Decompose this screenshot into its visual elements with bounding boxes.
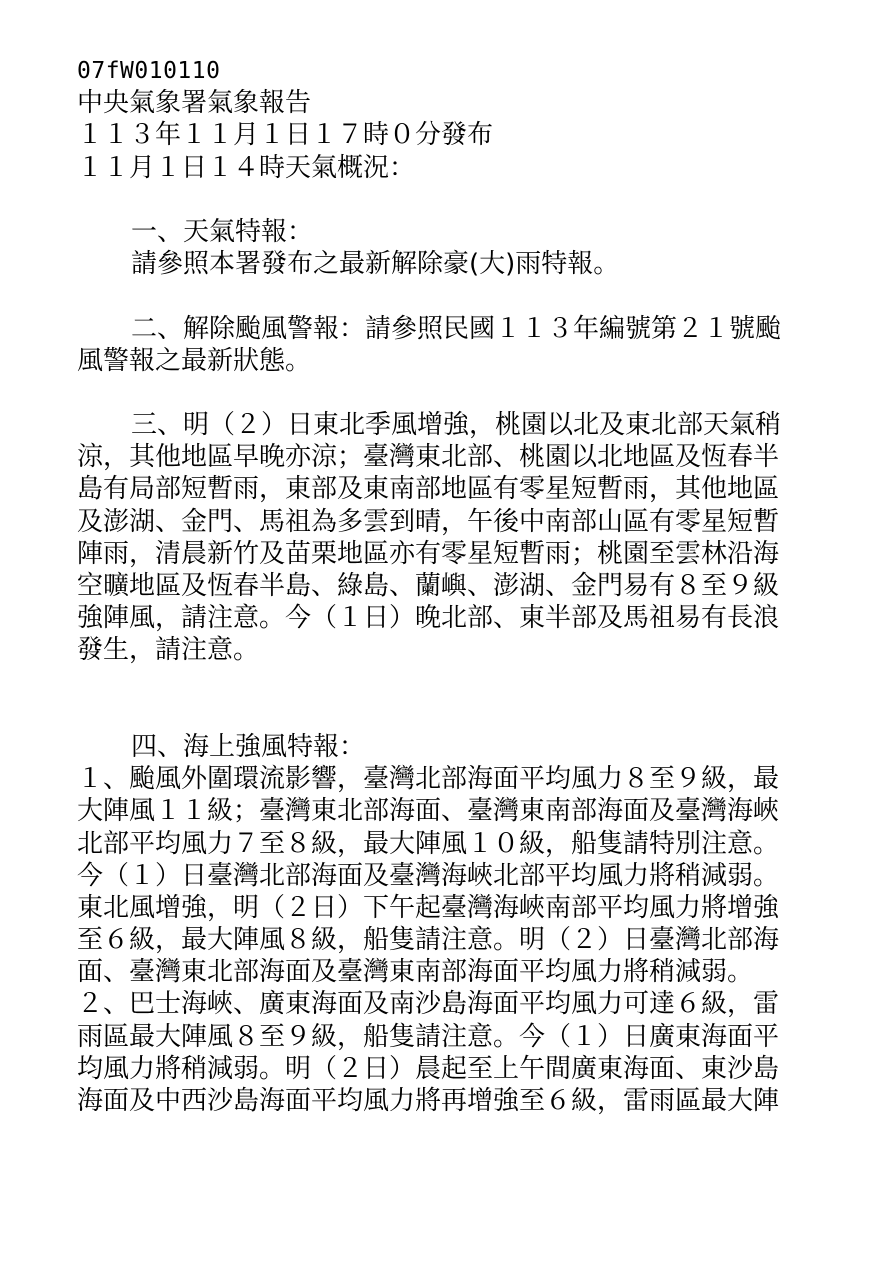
section4-line: ２、巴士海峽、廣東海面及南沙島海面平均風力可達６級，雷 — [77, 989, 780, 1020]
section4-line: １、颱風外圍環流影響，臺灣北部海面平均風力８至９級，最 — [77, 764, 780, 795]
spacer — [77, 667, 807, 699]
weather-report-document — [77, 55, 807, 1117]
section4-heading: 四、海上強風特報： — [131, 731, 366, 762]
section3-line: 強陣風，請注意。今（１日）晚北部、東半部及馬祖易有長浪 — [77, 603, 780, 634]
section4-line: 雨區最大陣風８至９級，船隻請注意。今（１）日廣東海面平 — [77, 1021, 780, 1052]
section3-line: 陣雨，清晨新竹及苗栗地區亦有零星短暫雨；桃園至雲林沿海 — [77, 538, 780, 569]
spacer — [77, 377, 807, 409]
document-code: 07fW010110 — [77, 58, 221, 84]
spacer — [77, 184, 807, 216]
overview-heading: １１月１日１４時天氣概況： — [77, 152, 416, 183]
spacer — [77, 699, 807, 731]
section3-line: 涼，其他地區早晚亦涼；臺灣東北部、桃園以北地區及恆春半 — [77, 442, 780, 473]
issued-time: １１３年１１月１日１７時０分發布 — [77, 120, 494, 151]
report-title: 中央氣象署氣象報告 — [77, 88, 312, 119]
section1-heading: 一、天氣特報： — [131, 216, 314, 247]
section4-line: 海面及中西沙島海面平均風力將再增強至６級，雷雨區最大陣 — [77, 1086, 780, 1116]
section3-line: 空曠地區及恆春半島、綠島、蘭嶼、澎湖、金門易有８至９級 — [77, 571, 780, 601]
section4-line: 均風力將稍減弱。明（２日）晨起至上午間廣東海面、東沙島 — [77, 1053, 780, 1084]
section2-line: 風警報之最新狀態。 — [77, 345, 312, 376]
section4-line: 東北風增強，明（２日）下午起臺灣海峽南部平均風力將增強 — [77, 892, 780, 923]
section4-line: 今（１）日臺灣北部海面及臺灣海峽北部平均風力將稍減弱。 — [77, 860, 780, 891]
section4-line: 面、臺灣東北部海面及臺灣東南部海面平均風力將稍減弱。 — [77, 957, 754, 988]
spacer — [77, 280, 807, 312]
section3-line: 發生，請注意。 — [77, 635, 260, 666]
section4-line: 至６級，最大陣風８級，船隻請注意。明（２）日臺灣北部海 — [77, 925, 780, 956]
section2-line: 二、解除颱風警報：請參照民國１１３年編號第２１號颱 — [131, 313, 782, 344]
section3-line: 及澎湖、金門、馬祖為多雲到晴，午後中南部山區有零星短暫 — [77, 506, 780, 537]
section3-line: 三、明（２）日東北季風增強，桃園以北及東北部天氣稍 — [131, 410, 782, 441]
section1-body: 請參照本署發布之最新解除豪(大)雨特報。 — [131, 249, 620, 280]
section4-line: 大陣風１１級；臺灣東北部海面、臺灣東南部海面及臺灣海峽 — [77, 796, 780, 827]
section4-line: 北部平均風力７至８級，最大陣風１０級，船隻請特別注意。 — [77, 828, 780, 859]
section3-line: 島有局部短暫雨，東部及東南部地區有零星短暫雨，其他地區 — [77, 474, 780, 505]
